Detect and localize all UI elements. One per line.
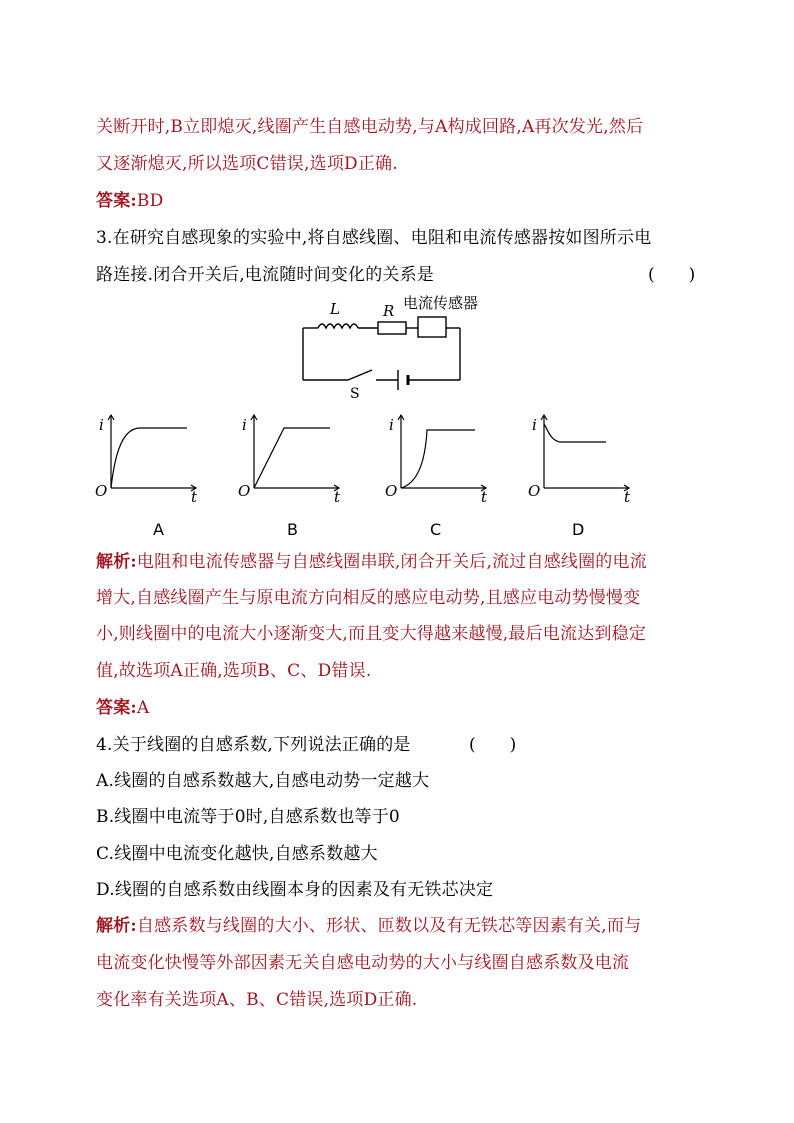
- q3-stem-line2: 路连接.闭合开关后,电流随时间变化的关系是: [96, 265, 435, 285]
- q3-stem-line1: 3.在研究自感现象的实验中,将自感线圈、电阻和电流传感器按如图所示电: [96, 228, 652, 248]
- sensor-label: 电流传感器: [403, 294, 479, 312]
- graph-b-axis-i: i: [242, 416, 247, 434]
- graph-c: [385, 412, 495, 504]
- inductor-label: L: [330, 300, 340, 318]
- current-sensor: [418, 317, 446, 337]
- q4-stem: 4.关于线圈的自感系数,下列说法正确的是: [96, 735, 411, 755]
- q2-answer-label: 答案:: [96, 191, 137, 211]
- circuit-diagram: [290, 290, 500, 402]
- curve-a: [111, 428, 187, 488]
- curve-b: [254, 428, 330, 488]
- q3-analysis-text1: 电阻和电流传感器与自感线圈串联,闭合开关后,流过自感线圈的电流: [136, 552, 647, 572]
- q4-analysis-text1: 自感系数与线圈的大小、形状、匝数以及有无铁芯等因素有关,而与: [136, 916, 642, 936]
- q4-option-a: A.线圈的自感系数越大,自感电动势一定越大: [96, 771, 430, 791]
- graph-a-letter: A: [153, 520, 164, 539]
- graph-c-axis-i: i: [389, 416, 394, 434]
- q3-analysis-line1: [96, 551, 647, 573]
- q4-option-b: B.线圈中电流等于0时,自感系数也等于0: [96, 807, 400, 827]
- q3-answer-label: 答案:: [96, 698, 137, 718]
- q2-answer-value: BD: [136, 191, 164, 211]
- q2-explanation-line2: 又逐渐熄灭,所以选项C错误,选项D正确.: [96, 154, 398, 174]
- q3-answer: [96, 697, 149, 719]
- graph-b-letter: B: [287, 520, 298, 539]
- q3-analysis-line2: 增大,自感线圈产生与原电流方向相反的感应电动势,且感应电动势慢慢变: [96, 588, 641, 608]
- resistor-label: R: [383, 302, 395, 320]
- q4-option-c: C.线圈中电流变化越快,自感系数越大: [96, 844, 378, 864]
- q3-analysis-line4: 值,故选项A正确,选项B、C、D错误.: [96, 661, 372, 681]
- q3-analysis-line3: 小,则线圈中的电流大小逐渐变大,而且变大得越来越慢,最后电流达到稳定: [96, 624, 647, 644]
- q4-answer-paren: ( ): [469, 735, 517, 755]
- graph-d-axis-i: i: [532, 416, 537, 434]
- switch-label: S: [350, 386, 360, 402]
- graph-a: [95, 412, 205, 504]
- graph-b-origin: O: [238, 482, 251, 500]
- curve-c: [401, 430, 475, 488]
- q4-analysis-line1: [96, 915, 641, 937]
- graph-a-origin: O: [95, 482, 108, 500]
- graph-b: [238, 412, 348, 504]
- q2-answer: [96, 190, 163, 212]
- inductor-coil: [318, 324, 358, 328]
- graph-d-letter: D: [572, 520, 585, 539]
- q3-answer-paren: ( ): [648, 265, 696, 285]
- q3-analysis-label: 解析:: [96, 552, 137, 572]
- graph-c-origin: O: [385, 482, 398, 500]
- resistor: [378, 322, 406, 334]
- graph-b-axis-t: t: [334, 488, 341, 504]
- graph-a-axis-t: t: [191, 488, 198, 504]
- graph-c-letter: C: [430, 520, 442, 539]
- q4-option-d: D.线圈的自感系数由线圈本身的因素及有无铁芯决定: [96, 880, 494, 900]
- q4-analysis-line3: 变化率有关选项A、B、C错误,选项D正确.: [96, 990, 418, 1010]
- graph-c-axis-t: t: [481, 488, 488, 504]
- graph-a-axis-i: i: [99, 416, 104, 434]
- q3-answer-value: A: [136, 698, 150, 718]
- graph-d: [528, 412, 638, 504]
- curve-d: [544, 424, 606, 442]
- q4-analysis-line2: 电流变化快慢等外部因素无关自感电动势的大小与线圈自感系数及电流: [96, 953, 630, 973]
- q4-analysis-label: 解析:: [96, 916, 137, 936]
- graph-d-axis-t: t: [624, 488, 631, 504]
- switch-blade: [348, 370, 372, 380]
- q2-explanation-line1: 关断开时,B立即熄灭,线圈产生自感电动势,与A构成回路,A再次发光,然后: [96, 117, 644, 137]
- graph-d-origin: O: [528, 482, 541, 500]
